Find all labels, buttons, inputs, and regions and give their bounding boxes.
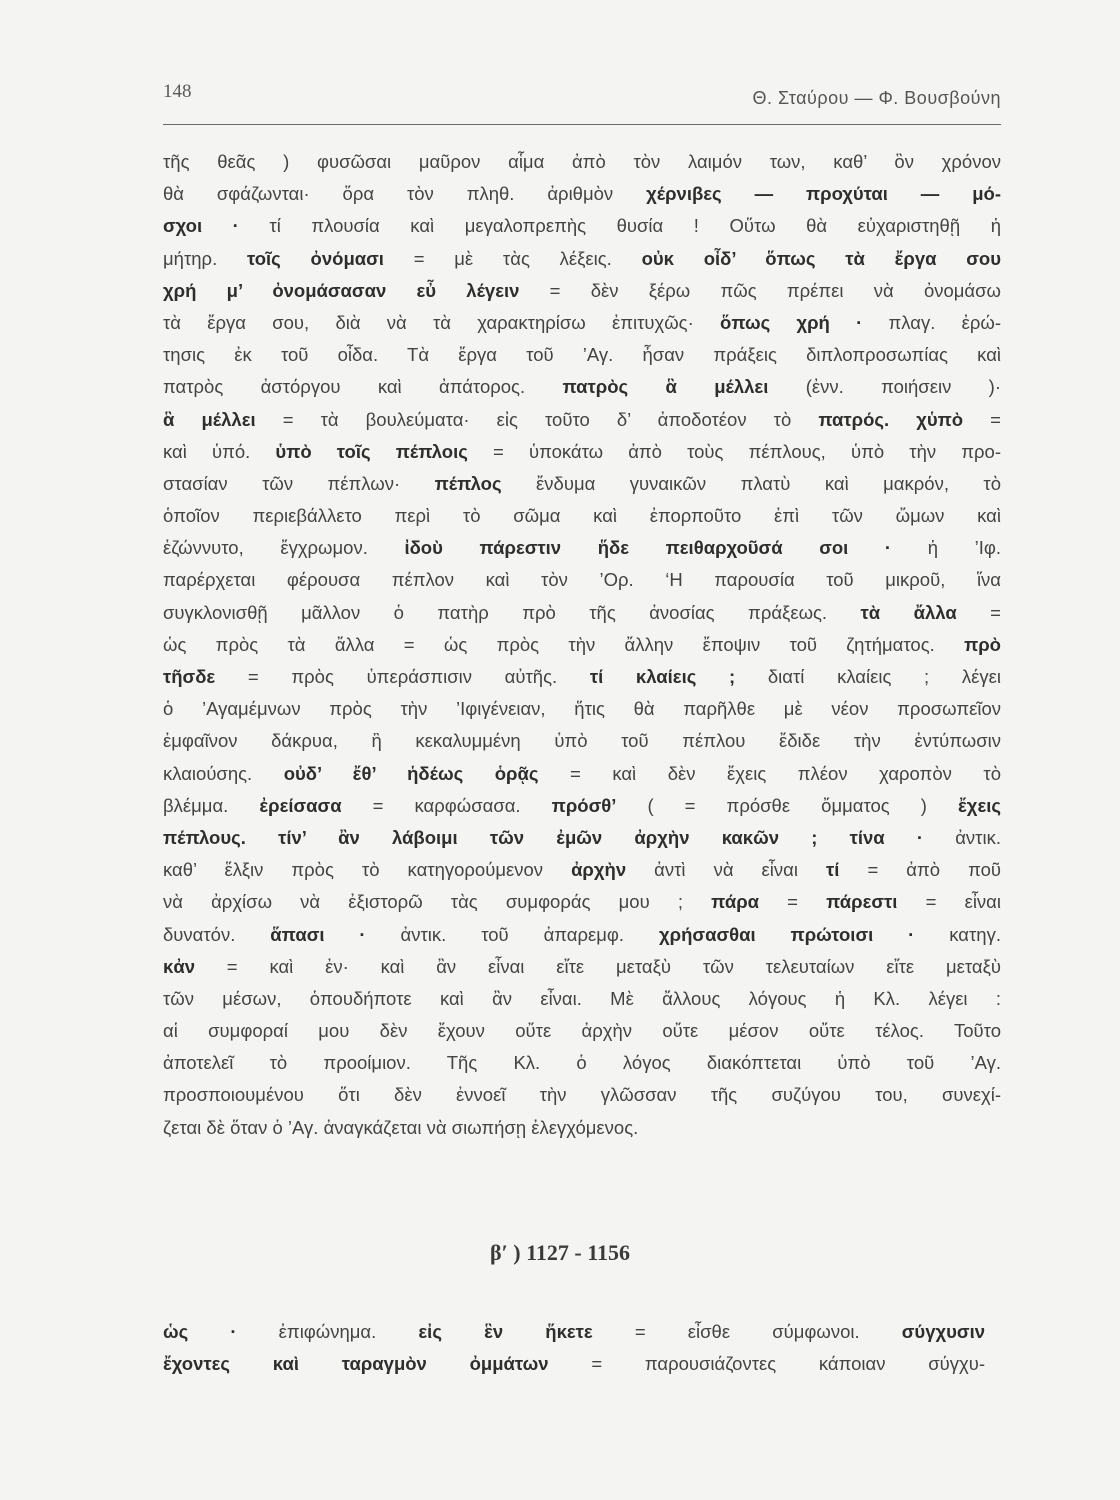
gloss-text: παρέρχεται φέρουσα πέπλον καὶ τὸν ’Ορ. ‘Η παρουσία τοῦ μικροῦ, ἵνα — [163, 569, 1001, 591]
text-line — [163, 1112, 1001, 1144]
gloss-text: ὡς πρὸς τὰ ἄλλα = ὡς πρὸς τὴν ἄλλην ἔποψιν τοῦ ζητήματος. — [163, 633, 965, 655]
lemma-term: σχοι · — [163, 215, 239, 237]
text-line — [163, 371, 1001, 403]
gloss-text: = εἶναι — [897, 891, 1001, 913]
lemma-term: ἐρείσασα — [259, 794, 342, 816]
text-line — [163, 951, 1001, 983]
gloss-text: ἀντὶ νὰ εἶναι — [626, 859, 827, 881]
text-line — [163, 500, 1001, 532]
text-line — [163, 725, 1001, 757]
text-line — [163, 243, 1001, 275]
lemma-term: πέπλους. τίν’ ἂν λάβοιμι τῶν ἐμῶν ἀρχὴν κακῶν ; τίνα · — [163, 826, 924, 848]
text-line — [163, 210, 1001, 242]
text-line — [163, 1079, 1001, 1111]
gloss-text: ἐμφαῖνον δάκρυα, ἢ κεκαλυμμένη ὑπὸ τοῦ πέπλου ἔδιδε τὴν ἐντύπωσιν — [163, 730, 1001, 752]
gloss-text: ἀντικ. τοῦ ἀπαρεμφ. — [365, 923, 660, 945]
lemma-term: κἀν — [163, 955, 195, 977]
gloss-text: πατρὸς ἀστόργου καὶ ἀπάτορος. — [163, 376, 563, 398]
gloss-text: ζεται δὲ ὅταν ὁ ’Αγ. ἀναγκάζεται νὰ σιωπήσῃ ἐλεγχόμενος. — [163, 1116, 639, 1138]
gloss-text: = μὲ τὰς λέξεις. — [383, 247, 642, 269]
lemma-term: ἀρχὴν — [571, 859, 627, 881]
lemma-term: πάρα — [711, 891, 760, 913]
gloss-text: τησις ἐκ τοῦ οἶδα. Τὰ ἔργα τοῦ ’Αγ. ἦσαν πράξεις διπλοπροσωπίας καὶ — [163, 344, 1001, 366]
gloss-text: νὰ ἀρχίσω νὰ ἐξιστορῶ τὰς συμφοράς μου ; — [163, 891, 712, 913]
gloss-text: = — [956, 601, 1001, 623]
text-line — [163, 178, 1001, 210]
text-line — [163, 886, 1001, 918]
lemma-term: τῆσδε — [163, 666, 216, 687]
lemma-term: πάρεστι — [826, 891, 898, 913]
lemma-term: εἰς ἓν ἥκετε — [418, 1321, 593, 1342]
gloss-text: = καρφώσασα. — [341, 794, 552, 816]
page-number: 148 — [163, 81, 192, 102]
lemma-term: πατρός. χὑπὸ — [818, 408, 964, 430]
lemma-term: οὐδ’ ἔθ’ ἡδέως ὁρᾷς — [283, 762, 539, 784]
header-rule — [163, 124, 1001, 125]
gloss-text: καὶ ὑπό. — [163, 440, 276, 462]
lemma-term: χρή μ’ ὀνομάσασαν εὖ λέγειν — [163, 279, 520, 301]
lemma-term: πρόσθ’ — [551, 794, 617, 816]
gloss-text: = καὶ ἐν· καὶ ἂν εἶναι εἴτε μεταξὺ τῶν τελευταίων εἴτε μεταξὺ — [194, 955, 1001, 977]
gloss-text: = παρουσιάζοντες κάποιαν σύγχυ- — [548, 1353, 985, 1375]
lemma-term: ὅπως χρή · — [720, 311, 863, 333]
gloss-text: κλαιούσης. — [163, 762, 284, 784]
gloss-text: ἀποτελεῖ τὸ προοίμιον. Τῆς Κλ. ὁ λόγος διακόπτεται ὑπὸ τοῦ ’Αγ. — [163, 1052, 1001, 1074]
gloss-text: στασίαν τῶν πέπλων· — [163, 472, 435, 494]
text-line — [163, 854, 1001, 886]
lemma-term: πρὸ — [964, 633, 1001, 655]
text-line — [163, 693, 1001, 725]
page-header — [163, 76, 1001, 116]
gloss-text: = τὰ βουλεύματα· εἰς τοῦτο δ’ ἀποδοτέον τὸ — [255, 408, 819, 430]
lemma-term: σύγχυσιν — [901, 1321, 985, 1342]
gloss-text: ὁποῖον περιεβάλλετο περὶ τὸ σῶμα καὶ ἐπορποῦτο ἐπὶ τῶν ὤμων καὶ — [163, 505, 1001, 527]
text-line — [163, 629, 1001, 661]
gloss-text: τῶν μέσων, ὁπουδήποτε καὶ ἂν εἶναι. Μὲ ἄλλους λόγους ἡ Κλ. λέγει : — [163, 987, 1001, 1009]
gloss-text: διατί κλαίεις ; λέγει — [735, 666, 1001, 687]
text-line — [163, 790, 1001, 822]
lemma-term: χέρνιβες — προχύται — μό- — [646, 183, 1001, 205]
text-line — [163, 307, 1001, 339]
gloss-text: ἐζώννυτο, ἔγχρωμον. — [163, 537, 405, 559]
gloss-text: τῆς θεᾶς ) φυσῶσαι μαῦρον αἷμα ἀπὸ τὸν λαιμόν των, καθ’ ὃν χρόνον — [163, 151, 1001, 172]
gloss-text: τὰ ἔργα σου, διὰ νὰ τὰ χαρακτηρίσω ἐπιτυχῶς· — [163, 311, 721, 333]
lemma-term: ἰδοὺ πάρεστιν ἥδε πειθαρχοῦσά σοι · — [404, 537, 892, 559]
gloss-text: = δὲν ξέρω πῶς πρέπει νὰ ὀνομάσω — [519, 279, 1001, 301]
text-line — [163, 1316, 985, 1348]
running-head: Θ. Σταύρου — Φ. Βουσβούνη — [752, 88, 1001, 108]
gloss-text: ἡ ’Ιφ. — [891, 537, 1001, 559]
gloss-text: ( = πρόσθε ὄμματος ) — [616, 794, 959, 816]
section-heading: β′ ) 1127 - 1156 — [489, 1240, 630, 1265]
text-line — [163, 758, 1001, 790]
text-line — [163, 436, 1001, 468]
text-line — [163, 822, 1001, 854]
gloss-text: καθ’ ἕλξιν πρὸς τὸ κατηγορούμενον — [163, 859, 572, 881]
lemma-term: τί κλαίεις ; — [589, 666, 736, 687]
gloss-text: συγκλονισθῇ μᾶλλον ὁ πατὴρ πρὸ τῆς ἀνοσίας πράξεως. — [163, 601, 861, 623]
gloss-text: = εἶσθε σύμφωνοι. — [592, 1321, 902, 1342]
gloss-text: (ἐνν. ποιήσειν )· — [768, 376, 1001, 398]
gloss-text: = καὶ δὲν ἔχεις πλέον χαροπὸν τὸ — [538, 762, 1001, 784]
text-line — [163, 339, 1001, 371]
text-line — [163, 564, 1001, 596]
gloss-text: ἀντικ. — [923, 826, 1001, 848]
lemma-term: χρήσασθαι πρώτοισι · — [659, 923, 915, 945]
text-line — [163, 468, 1001, 500]
text-line — [163, 919, 1001, 951]
lemma-term: πέπλος — [434, 472, 502, 494]
lemma-term: ἃ μέλλει — [163, 408, 256, 430]
lemma-term: πατρὸς ἃ μέλλει — [562, 376, 769, 398]
gloss-text: ὁ ’Αγαμέμνων πρὸς τὴν ’Ιφιγένειαν, ἥτις θὰ παρῆλθε μὲ νέον προσωπεῖον — [163, 698, 1001, 720]
text-line — [163, 1015, 1001, 1047]
lemma-term: τὰ ἄλλα — [860, 601, 957, 623]
lemma-term: ὑπὸ τοῖς πέπλοις — [275, 440, 468, 462]
gloss-text: μήτηρ. — [163, 247, 247, 269]
text-line — [163, 275, 1001, 307]
gloss-text: τί πλουσία καὶ μεγαλοπρεπὴς θυσία ! Οὕτω θὰ εὐχαριστηθῇ ἡ — [238, 215, 1001, 237]
gloss-text: θὰ σφάζωνται· ὅρα τὸν πληθ. ἀριθμὸν — [163, 183, 647, 205]
text-line — [163, 661, 1001, 693]
lemma-term: τί — [826, 859, 840, 881]
commentary-body — [163, 146, 1001, 1144]
lemma-term: ὡς · — [163, 1321, 237, 1342]
text-line — [163, 1047, 1001, 1079]
gloss-text: = ἀπὸ ποῦ — [839, 859, 1002, 881]
gloss-text: αἱ συμφοραί μου δὲν ἔχουν οὔτε ἀρχὴν οὔτε μέσον οὔτε τέλος. Τοῦτο — [163, 1020, 1001, 1042]
lemma-term: τοῖς ὀνόμασι — [246, 247, 384, 269]
text-line — [163, 983, 1001, 1015]
text-line — [163, 532, 1001, 564]
gloss-text: πλαγ. ἐρώ- — [862, 311, 1001, 333]
section-body — [163, 1316, 985, 1380]
text-line — [163, 146, 1001, 178]
text-line — [163, 404, 1001, 436]
gloss-text: βλέμμα. — [163, 794, 260, 816]
lemma-term: οὐκ οἶδ’ ὅπως τὰ ἔργα σου — [641, 247, 1001, 269]
lemma-term: ἅπασι · — [270, 923, 366, 945]
lemma-term: ἔχεις — [958, 794, 1001, 816]
gloss-text: = — [759, 891, 827, 913]
gloss-text: προσποιουμένου ὅτι δὲν ἐννοεῖ τὴν γλῶσσαν τῆς συζύγου του, συνεχί- — [163, 1084, 1001, 1106]
lemma-term: ἔχοντες καὶ ταραγμὸν ὀμμάτων — [163, 1353, 549, 1375]
text-line — [163, 1348, 985, 1380]
gloss-text: ἐπιφώνημα. — [236, 1321, 419, 1342]
gloss-text: = ὑποκάτω ἀπὸ τοὺς πέπλους, ὑπὸ τὴν προ- — [467, 440, 1001, 462]
gloss-text: = πρὸς ὑπεράσπισιν αὐτῆς. — [215, 666, 590, 687]
gloss-text: = — [963, 408, 1001, 430]
gloss-text: ἔνδυμα γυναικῶν πλατὺ καὶ μακρόν, τὸ — [501, 472, 1002, 494]
gloss-text: δυνατόν. — [163, 923, 271, 945]
gloss-text: κατηγ. — [914, 923, 1001, 945]
text-line — [163, 597, 1001, 629]
